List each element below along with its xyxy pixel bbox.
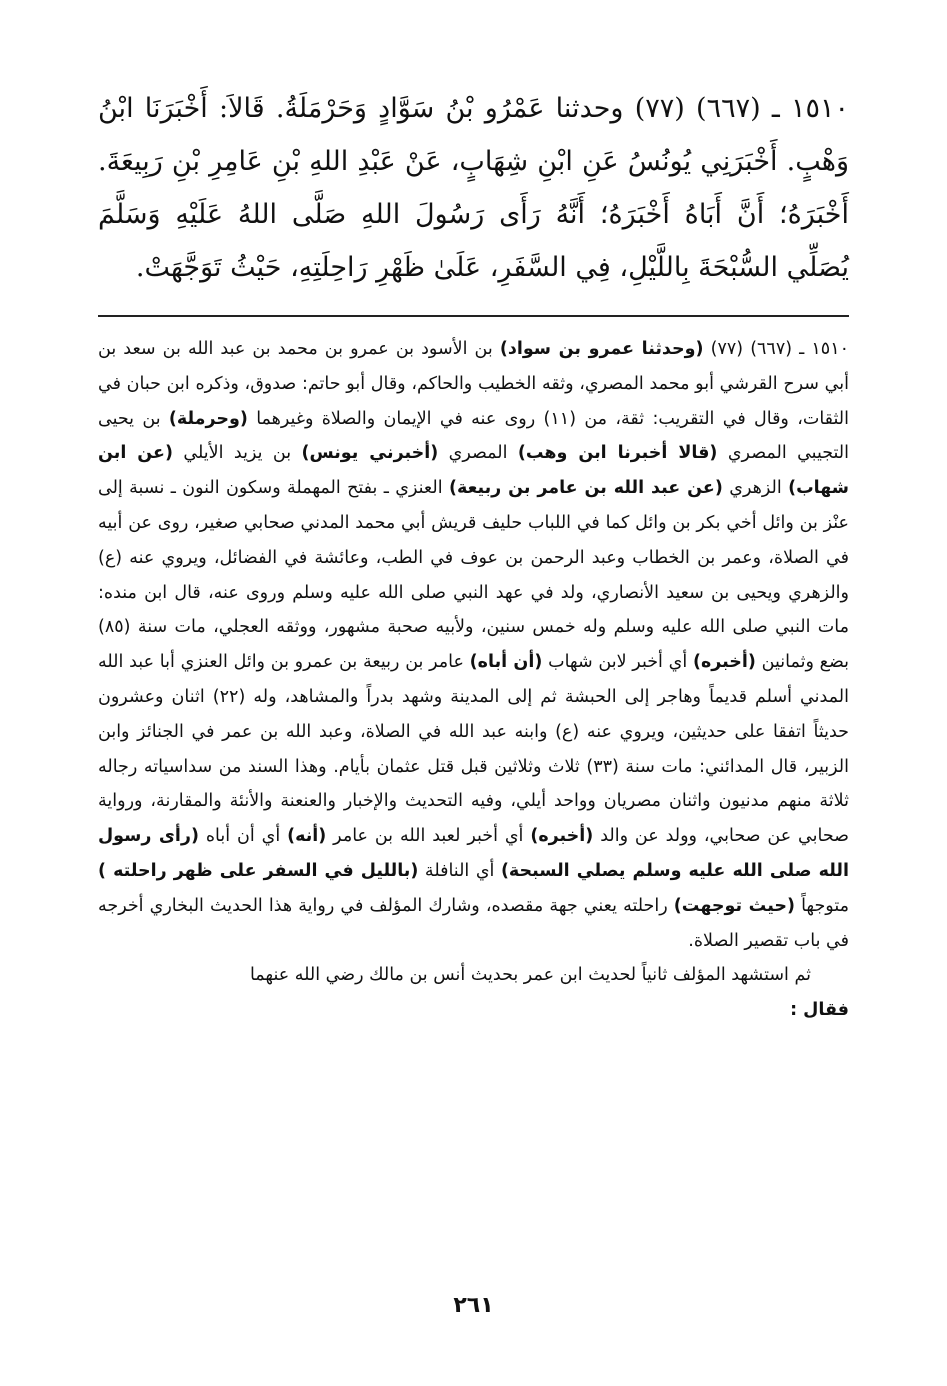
- commentary-text: أي أن أباه: [198, 826, 288, 847]
- commentary-text: الزهري: [722, 478, 789, 499]
- quoted-phrase: (أخبره): [530, 826, 594, 847]
- quoted-phrase: (وحدثنا عمرو بن سواد): [499, 339, 704, 359]
- commentary-text: أي النافلة: [418, 860, 501, 881]
- commentary-text: بن يزيد الأيلي: [172, 443, 302, 464]
- commentary-text: راحلته يعني جهة مقصده، وشارك المؤلف في رواية هذا الحديث البخاري أخرجه في باب تقصير الصلاة.: [98, 895, 849, 951]
- quoted-phrase: (أن أباه): [469, 652, 543, 673]
- quoted-phrase: (رأى رسول الله صلى الله عليه وسلم يصلي السبحة): [98, 826, 849, 881]
- commentary-text: متوجهاً: [794, 895, 850, 916]
- commentary-text: بن الأسود بن عمرو بن محمد بن عبد الله بن سعد بن أبي سرح القرشي أبو محمد المصري، وثقه الخطيب والحاكم، وقال أبو حاتم: صدوق، وذكره ابن حبان في الثقات، وقال في التقريب: ثقة، من (١١) روى عنه في الإيمان والصلاة وغيرهما: [98, 339, 850, 429]
- quoted-phrase: (أخبره): [692, 652, 756, 673]
- commentary-text: بن يحيى التجيبي المصري: [98, 408, 850, 464]
- commentary-text: أي أخبر لابن شهاب: [542, 652, 693, 673]
- page-number: ٢٦١: [453, 1293, 494, 1318]
- quoted-phrase: (أنه): [287, 826, 327, 847]
- quoted-phrase: (عن عبد الله بن عامر بن ربيعة): [448, 478, 723, 499]
- commentary-text: المصري: [438, 443, 518, 464]
- hadith-number: ١٥١٠ ـ (٦٦٧) (٧٧): [703, 339, 849, 359]
- footnote-divider: [98, 315, 849, 317]
- commentary-paragraph: [98, 332, 849, 958]
- quoted-phrase: (بالليل في السفر على ظهر راحلته ): [98, 860, 419, 881]
- quoted-phrase: (أخبرني يونس): [301, 443, 439, 464]
- commentary-text: عامر بن ربيعة بن عمرو بن وائل العنزي أبا عبد الله المدني أسلم قديماً وهاجر إلى الحبشة ثم إلى المدينة وشهد بدراً والمشاهد، وله (٢٢) اثنان وعشرون حديثاً اتفقا على حديثين، ويروي عنه (ع) وابنه عبد الله في الصلاة، وعبد الله بن عمر في الجنائز وابن الزبير، قال المدائني: مات سنة (٣٣) ثلاث وثلاثين قبل قتل عثمان بأيام. وهذا السند من سداسياته رجاله ثلاثة منهم مدنيون واثنان مصريان وواحد أيلي، وفيه التحديث والإخبار والعنعنة والأنئة والمقارنة، ورواية صحابي عن صحابي، وولد عن والد: [98, 652, 850, 847]
- hadith-text: ١٥١٠ ـ (٦٦٧) (٧٧) وحدثنا عَمْرُو بْنُ سَوَّادٍ وَحَرْمَلَةُ. قَالاَ: أَخْبَرَنَا ابْنُ وَهْبٍ. أَخْبَرَنِي يُونُسُ عَنِ ابْنِ شِهَابٍ، عَنْ عَبْدِ اللهِ بْنِ عَامِرِ بْنِ رَبِيعَةَ. أَخْبَرَهُ؛ أَنَّ أَبَاهُ أَخْبَرَهُ؛ أَنَّهُ رَأَى رَسُولَ اللهِ صَلَّى اللهُ عَلَيْهِ وَسَلَّمَ يُصَلِّي السُّبْحَةَ بِاللَّيْلِ، فِي السَّفَرِ، عَلَىٰ ظَهْرِ رَاحِلَتِهِ، حَيْثُ تَوَجَّهَتْ.: [98, 93, 849, 283]
- commentary-text: أي أخبر لعبد الله بن عامر: [326, 826, 531, 847]
- commentary-paragraph: ثم استشهد المؤلف ثانياً لحديث ابن عمر بحديث أنس بن مالك رضي الله عنهما: [249, 965, 811, 986]
- quoted-phrase: (وحرملة): [168, 408, 248, 429]
- commentary: [98, 332, 849, 1028]
- closing-phrase: فقال :: [790, 1000, 849, 1021]
- commentary-text: العنزي ـ بفتح المهملة وسكون النون ـ نسبة إلى عنْز بن وائل أخي بكر بن وائل كما في اللباب حليف قريش أبي محمد المدني صحابي صغير، روى عن أبيه في الصلاة، وعمر بن الخطاب وعبد الرحمن بن عوف في الطب، وعائشة في الفضائل، ويروي عنه (ع) والزهري ويحيى بن سعيد الأنصاري، ولد في عهد النبي صلى الله عليه وسلم وروى عنه، قال ابن منده: مات النبي صلى الله عليه وسلم وله خمس سنين، ولأبيه صحبة مشهور، ووثقه العجلي، مات سنة (٨٥) بضع وثمانين: [98, 478, 850, 673]
- quoted-phrase: (عن ابن شهاب): [98, 443, 849, 499]
- quoted-phrase: (حيث توجهت): [673, 895, 795, 916]
- quoted-phrase: (قالا أخبرنا ابن وهب): [517, 443, 718, 464]
